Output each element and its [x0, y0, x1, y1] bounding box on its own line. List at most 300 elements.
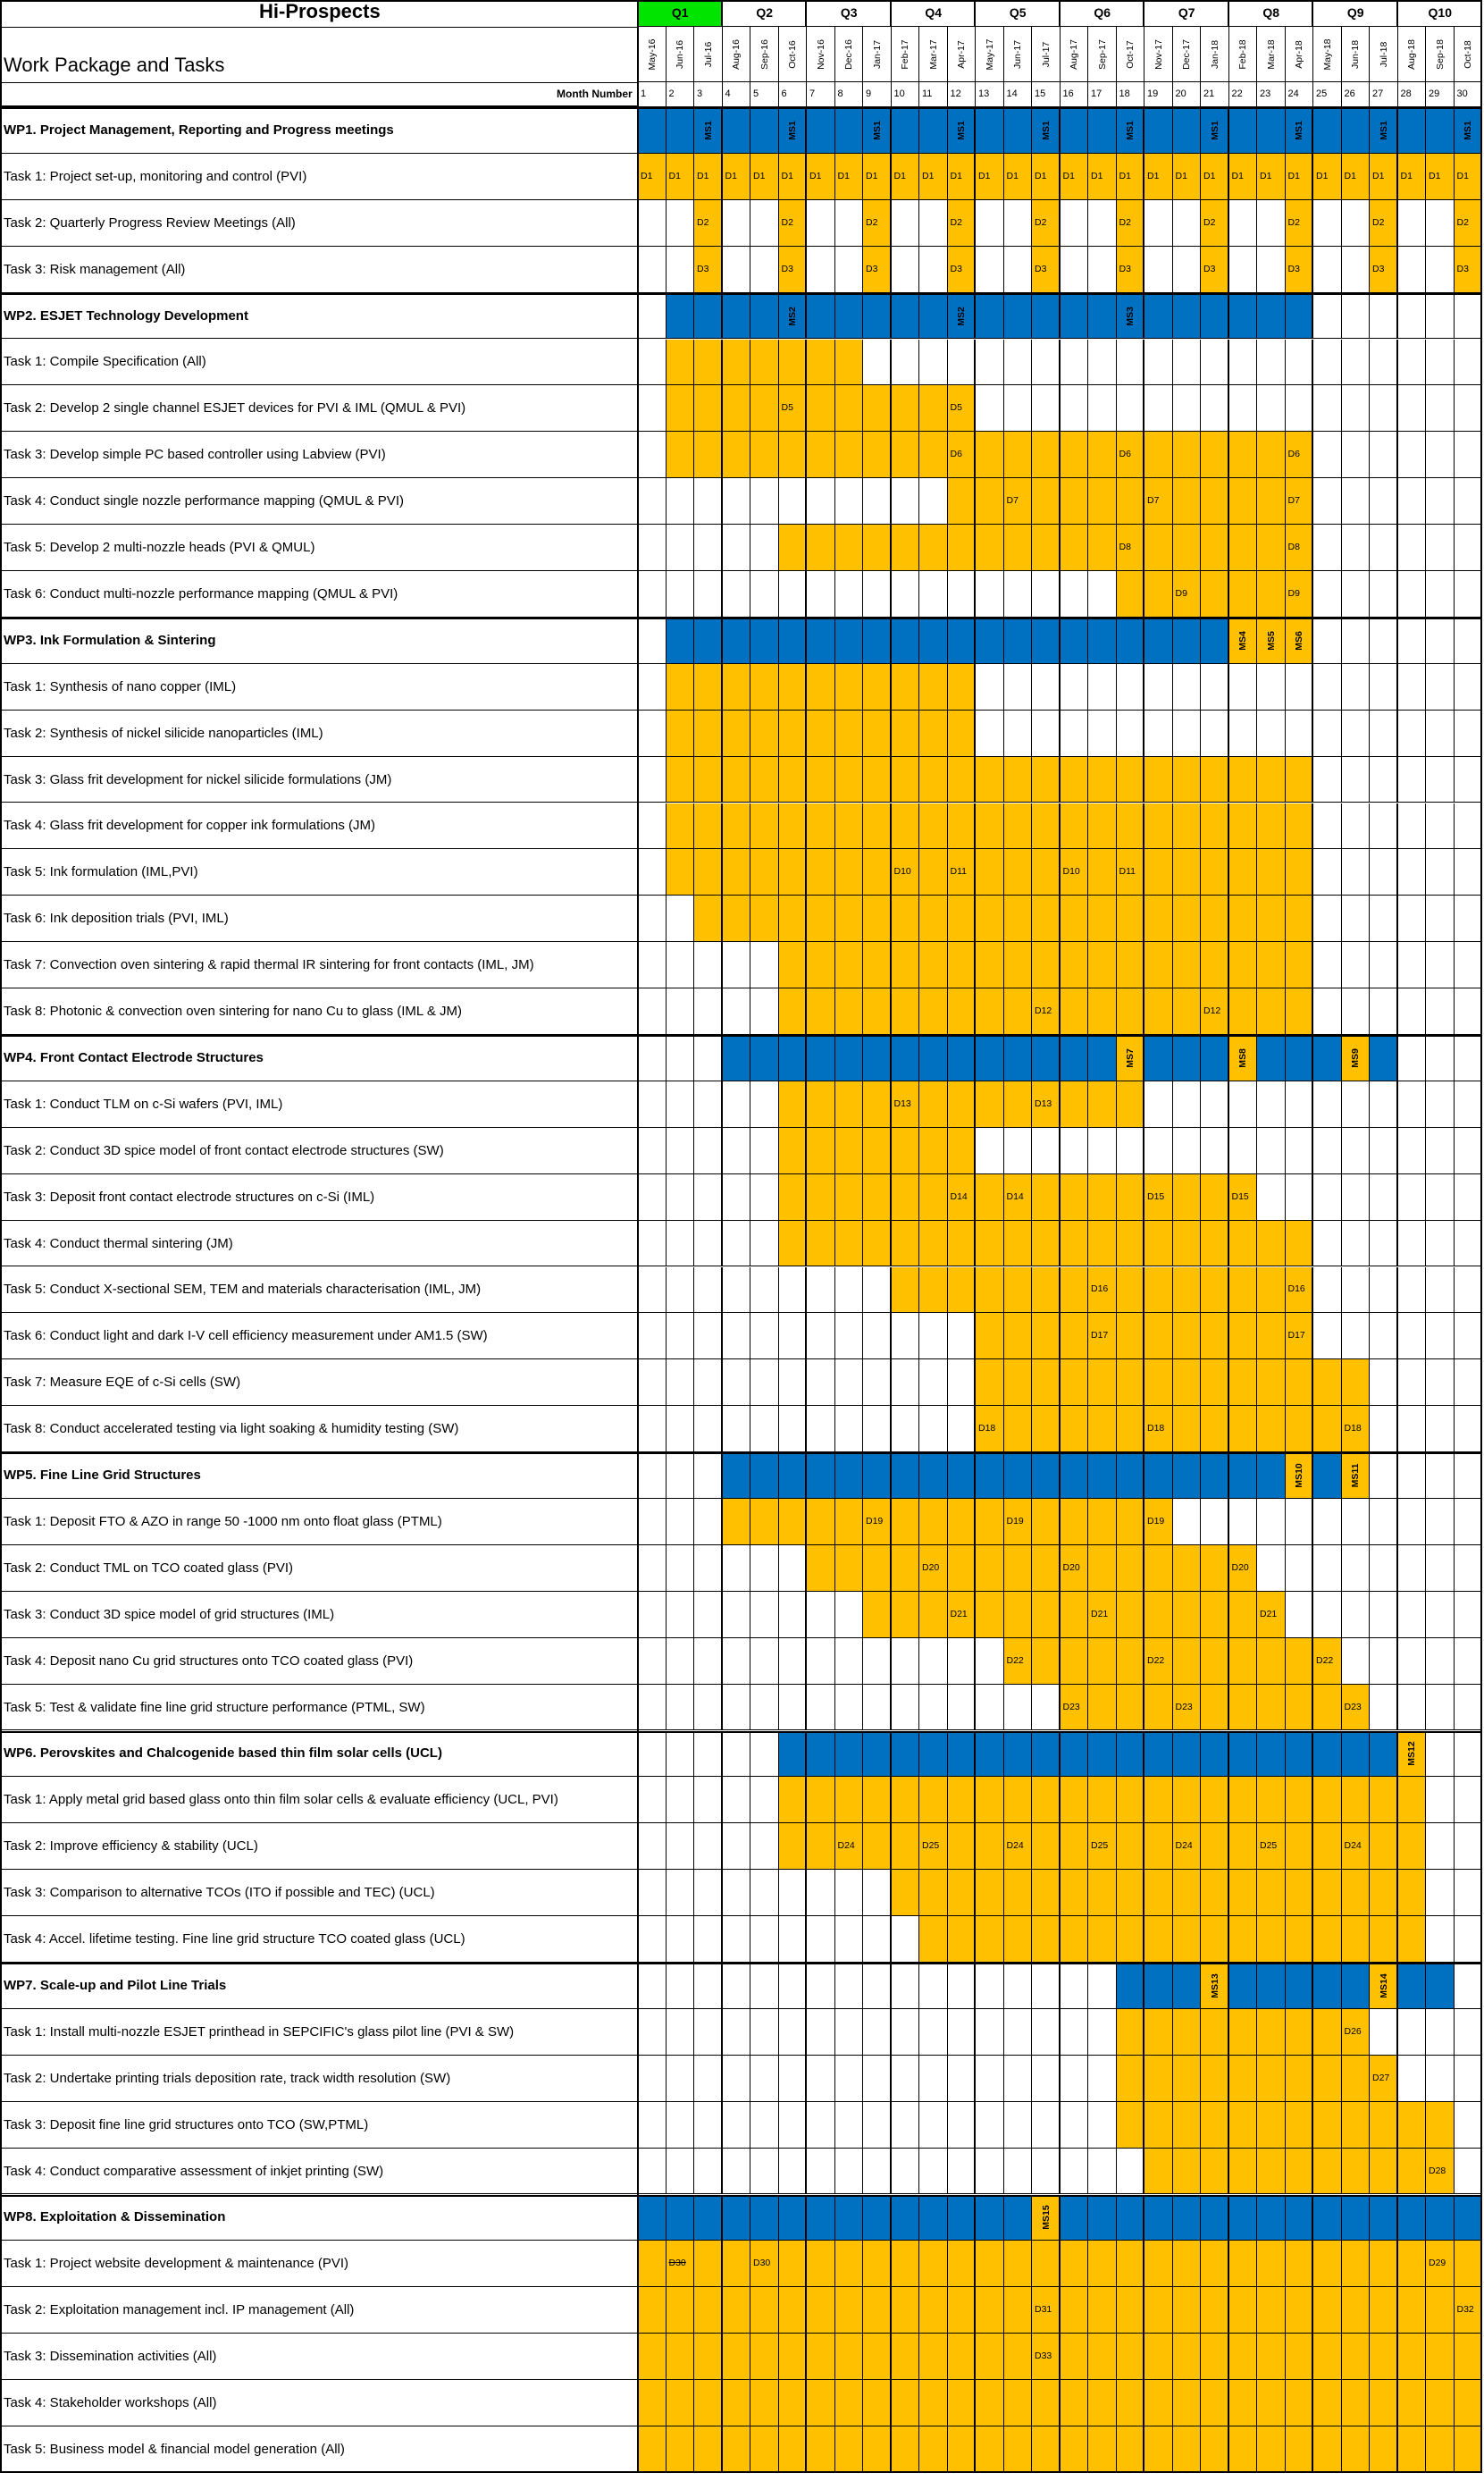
workpackage-month-cell — [1088, 1035, 1117, 1081]
deliverable-marker: D26 — [1344, 2025, 1362, 2037]
task-month-cell — [1004, 2102, 1033, 2149]
task-month-cell — [1201, 1313, 1229, 1359]
task-month-cell — [1032, 340, 1061, 386]
milestone-marker: MS1 — [787, 121, 799, 140]
milestone-marker: MS4 — [1237, 631, 1249, 651]
task-month-cell — [1144, 247, 1173, 293]
task-month-cell — [694, 1313, 723, 1359]
task-month-cell — [892, 1916, 920, 1963]
task-label: Task 1: Install multi-nozzle ESJET printhead in SEPCIFIC's glass pilot line (PVI & SW) — [4, 2023, 515, 2039]
task-month-cell — [1117, 1267, 1145, 1314]
task-month-cell — [1117, 478, 1145, 525]
task-month-cell — [1342, 1916, 1371, 1963]
task-month-cell — [723, 1221, 751, 1267]
task-month-cell — [1398, 1174, 1427, 1221]
milestone-marker: MS1 — [1125, 121, 1136, 140]
month-label: Oct-18 — [1463, 40, 1474, 69]
milestone-marker: MS3 — [1125, 306, 1136, 326]
workpackage-month-cell — [835, 2195, 864, 2241]
task-month-cell — [1004, 2149, 1033, 2195]
task-month-cell — [1370, 1174, 1398, 1221]
task-month-cell — [667, 757, 695, 803]
task-month-cell — [1455, 757, 1483, 803]
task-month-cell — [667, 1592, 695, 1638]
task-month-cell — [1370, 1592, 1398, 1638]
milestone-marker: MS1 — [956, 121, 968, 140]
task-month-cell — [1117, 711, 1145, 757]
task-month-cell — [694, 711, 723, 757]
task-month-cell — [1061, 2102, 1089, 2149]
task-month-cell — [1004, 1592, 1033, 1638]
task-month-cell — [1342, 385, 1371, 432]
deliverable-marker: D1 — [893, 170, 906, 181]
task-label: Task 4: Stakeholder workshops (All) — [4, 2395, 217, 2411]
deliverable-marker: D8 — [1119, 542, 1131, 553]
task-month-cell — [1370, 2009, 1398, 2056]
task-month-cell — [1257, 1777, 1286, 1823]
task-month-cell — [1144, 1267, 1173, 1314]
task-month-cell — [1201, 1499, 1229, 1545]
workpackage-month-cell — [1342, 107, 1371, 154]
task-month-cell — [638, 1128, 667, 1174]
task-month-cell — [1257, 2149, 1286, 2195]
task-month-cell — [750, 1406, 779, 1452]
task-month-cell — [1144, 988, 1173, 1035]
workpackage-month-cell — [694, 1035, 723, 1081]
workpackage-month-cell — [1455, 2195, 1483, 2241]
task-month-cell — [638, 1823, 667, 1870]
task-month-cell — [1257, 1267, 1286, 1314]
task-month-cell — [1342, 2056, 1371, 2102]
task-month-cell — [1426, 1313, 1455, 1359]
task-month-cell — [1088, 571, 1117, 618]
task-month-cell — [1455, 803, 1483, 850]
task-month-cell — [1426, 340, 1455, 386]
task-month-cell — [863, 2149, 892, 2195]
task-month-cell — [919, 247, 948, 293]
task-label: Task 1: Deposit FTO & AZO in range 50 -1000 nm onto float glass (PTML) — [4, 1513, 442, 1529]
task-month-cell — [723, 2334, 751, 2380]
task-month-cell — [863, 1823, 892, 1870]
task-month-cell — [1061, 1870, 1089, 1916]
task-label: Task 5: Test & validate fine line grid structure performance (PTML, SW) — [4, 1699, 425, 1715]
task-month-cell — [750, 1916, 779, 1963]
workpackage-month-cell — [1144, 293, 1173, 340]
task-month-cell — [948, 2287, 977, 2334]
task-month-cell — [1398, 525, 1427, 571]
deliverable-marker: D3 — [697, 263, 709, 274]
task-month-cell — [807, 2287, 835, 2334]
task-month-cell — [1229, 1685, 1258, 1731]
task-month-cell — [1313, 200, 1342, 247]
task-label: Task 3: Glass frit development for nickel silicide formulations (JM) — [4, 771, 392, 787]
workpackage-month-cell — [1398, 2195, 1427, 2241]
task-month-cell — [723, 2056, 751, 2102]
task-label: Task 3: Risk management (All) — [4, 261, 186, 277]
task-month-cell — [1370, 1638, 1398, 1685]
deliverable-marker: D1 — [1091, 170, 1103, 181]
task-month-cell — [1088, 385, 1117, 432]
task-month-cell — [892, 1313, 920, 1359]
month-number: 24 — [1287, 88, 1299, 99]
task-month-cell — [1088, 340, 1117, 386]
deliverable-marker: D10 — [1062, 866, 1080, 878]
milestone-marker: MS1 — [1040, 121, 1052, 140]
task-label: Task 8: Conduct accelerated testing via light soaking & humidity testing (SW) — [4, 1421, 459, 1437]
deliverable-marker: D21 — [1260, 1608, 1278, 1619]
task-month-cell — [1342, 1592, 1371, 1638]
workpackage-month-cell — [976, 1731, 1004, 1778]
task-month-cell — [1313, 1499, 1342, 1545]
task-month-cell — [1201, 1870, 1229, 1916]
task-month-cell — [1398, 849, 1427, 896]
task-month-cell — [1257, 1685, 1286, 1731]
task-month-cell — [1398, 1267, 1427, 1314]
deliverable-marker: D12 — [1203, 1005, 1221, 1017]
task-label: Task 2: Improve efficiency & stability (UCL) — [4, 1838, 258, 1854]
task-month-cell — [1313, 711, 1342, 757]
task-month-cell — [892, 1777, 920, 1823]
task-month-cell — [1370, 2102, 1398, 2149]
task-month-cell — [948, 1267, 977, 1314]
task-month-cell — [1455, 1823, 1483, 1870]
workpackage-month-cell — [1313, 1035, 1342, 1081]
task-month-cell — [1426, 896, 1455, 942]
task-month-cell — [667, 1545, 695, 1592]
task-month-cell — [892, 1823, 920, 1870]
task-month-cell — [835, 247, 864, 293]
task-month-cell — [919, 2380, 948, 2426]
task-month-cell — [919, 1870, 948, 1916]
task-month-cell — [1229, 2426, 1258, 2473]
deliverable-marker: D1 — [753, 170, 766, 181]
task-month-cell — [892, 2287, 920, 2334]
task-month-cell — [863, 1638, 892, 1685]
deliverable-marker: D2 — [1119, 216, 1131, 228]
deliverable-marker: D3 — [781, 263, 793, 274]
workpackage-month-cell — [863, 618, 892, 664]
task-month-cell — [1398, 2287, 1427, 2334]
task-month-cell — [750, 2287, 779, 2334]
task-month-cell — [1229, 2380, 1258, 2426]
task-month-cell — [1229, 2149, 1258, 2195]
deliverable-marker: D3 — [1119, 263, 1131, 274]
task-month-cell — [750, 478, 779, 525]
month-label: Dec-17 — [1181, 39, 1193, 70]
workpackage-month-cell — [723, 1731, 751, 1778]
workpackage-month-cell — [750, 293, 779, 340]
task-month-cell — [1117, 1685, 1145, 1731]
task-month-cell — [1061, 340, 1089, 386]
task-month-cell — [976, 2287, 1004, 2334]
workpackage-month-cell — [835, 107, 864, 154]
month-number: 13 — [978, 88, 990, 99]
workpackage-month-cell — [835, 293, 864, 340]
workpackage-month-cell — [1426, 107, 1455, 154]
task-month-cell — [1398, 1685, 1427, 1731]
deliverable-marker: D1 — [1372, 170, 1385, 181]
task-month-cell — [1201, 1638, 1229, 1685]
task-month-cell — [863, 1592, 892, 1638]
task-month-cell — [1061, 2149, 1089, 2195]
task-month-cell — [1455, 2009, 1483, 2056]
task-month-cell — [1455, 896, 1483, 942]
workpackage-month-cell — [1144, 618, 1173, 664]
month-label: Feb-18 — [1237, 39, 1249, 70]
task-month-cell — [1229, 757, 1258, 803]
task-month-cell — [779, 525, 808, 571]
quarter-label: Q1 — [671, 5, 689, 20]
task-month-cell — [1173, 1313, 1202, 1359]
task-month-cell — [667, 942, 695, 988]
task-month-cell — [1398, 1638, 1427, 1685]
task-month-cell — [750, 1638, 779, 1685]
deliverable-marker: D8 — [1287, 542, 1300, 553]
milestone-marker: MS5 — [1265, 631, 1277, 651]
task-month-cell — [1144, 1916, 1173, 1963]
deliverable-marker: D1 — [1260, 170, 1272, 181]
task-month-cell — [807, 1081, 835, 1128]
task-month-cell — [948, 896, 977, 942]
task-month-cell — [1426, 385, 1455, 432]
task-month-cell — [723, 1870, 751, 1916]
month-number: 16 — [1062, 88, 1074, 99]
task-month-cell — [807, 1823, 835, 1870]
workpackage-month-cell — [723, 1452, 751, 1499]
deliverable-marker: D19 — [1147, 1515, 1165, 1526]
task-month-cell — [892, 942, 920, 988]
task-month-cell — [976, 571, 1004, 618]
task-month-cell — [1342, 1221, 1371, 1267]
task-month-cell — [1257, 757, 1286, 803]
task-month-cell — [750, 1221, 779, 1267]
task-month-cell — [779, 1823, 808, 1870]
task-month-cell — [1032, 2149, 1061, 2195]
workpackage-month-cell — [892, 1731, 920, 1778]
task-month-cell — [1032, 2380, 1061, 2426]
workpackage-month-cell — [1173, 1731, 1202, 1778]
workpackage-month-cell — [1117, 1731, 1145, 1778]
task-month-cell — [976, 2102, 1004, 2149]
month-number: 14 — [1006, 88, 1018, 99]
task-month-cell — [694, 2380, 723, 2426]
task-month-cell — [1032, 1406, 1061, 1452]
task-month-cell — [976, 1777, 1004, 1823]
deliverable-marker: D1 — [1203, 170, 1216, 181]
month-label: Jul-17 — [1040, 41, 1052, 68]
task-month-cell — [1173, 1870, 1202, 1916]
task-month-cell — [1313, 896, 1342, 942]
task-month-cell — [1229, 1916, 1258, 1963]
task-month-cell — [1201, 385, 1229, 432]
task-month-cell — [694, 2149, 723, 2195]
task-month-cell — [976, 2380, 1004, 2426]
task-month-cell — [694, 2009, 723, 2056]
deliverable-marker: D1 — [809, 170, 822, 181]
task-month-cell — [1173, 1777, 1202, 1823]
task-month-cell — [1201, 2287, 1229, 2334]
task-month-cell — [638, 2241, 667, 2287]
task-month-cell — [1313, 525, 1342, 571]
workpackage-month-cell — [1004, 1963, 1033, 2009]
task-month-cell — [1004, 664, 1033, 711]
deliverable-marker: D15 — [1147, 1190, 1165, 1202]
workpackage-month-cell — [1201, 1452, 1229, 1499]
task-month-cell — [1286, 988, 1314, 1035]
task-month-cell — [1342, 849, 1371, 896]
task-month-cell — [638, 1870, 667, 1916]
task-month-cell — [779, 1267, 808, 1314]
workpackage-month-cell — [1144, 1452, 1173, 1499]
task-month-cell — [1144, 2334, 1173, 2380]
task-month-cell — [1004, 711, 1033, 757]
task-month-cell — [835, 1267, 864, 1314]
workpackage-month-cell — [1426, 293, 1455, 340]
deliverable-marker: D19 — [1006, 1515, 1024, 1526]
workpackage-month-cell — [919, 293, 948, 340]
task-month-cell — [1088, 1174, 1117, 1221]
task-month-cell — [1144, 1128, 1173, 1174]
task-month-cell — [779, 571, 808, 618]
deliverable-marker: D22 — [1316, 1654, 1334, 1666]
task-month-cell — [1201, 1685, 1229, 1731]
task-label: Task 3: Dissemination activities (All) — [4, 2349, 217, 2365]
workpackage-month-cell — [1313, 293, 1342, 340]
task-month-cell — [1370, 664, 1398, 711]
deliverable-marker: D2 — [1372, 216, 1385, 228]
deliverable-marker: D9 — [1175, 587, 1187, 599]
task-month-cell — [1286, 2149, 1314, 2195]
task-month-cell — [1004, 1267, 1033, 1314]
task-month-cell — [1257, 2009, 1286, 2056]
workpackage-month-cell — [1061, 618, 1089, 664]
task-month-cell — [892, 757, 920, 803]
task-month-cell — [863, 1916, 892, 1963]
task-month-cell — [1370, 1685, 1398, 1731]
task-month-cell — [638, 2102, 667, 2149]
task-month-cell — [667, 803, 695, 850]
task-month-cell — [807, 1313, 835, 1359]
month-number: 29 — [1429, 88, 1440, 99]
task-month-cell — [976, 2334, 1004, 2380]
task-month-cell — [1004, 2056, 1033, 2102]
task-month-cell — [1229, 1359, 1258, 1406]
task-month-cell — [638, 2334, 667, 2380]
task-month-cell — [1286, 2334, 1314, 2380]
deliverable-marker: D11 — [950, 866, 967, 878]
task-month-cell — [723, 1777, 751, 1823]
deliverable-marker: D25 — [1091, 1840, 1109, 1852]
task-label: Task 6: Ink deposition trials (PVI, IML) — [4, 911, 229, 927]
task-month-cell — [1370, 2334, 1398, 2380]
task-month-cell — [892, 1406, 920, 1452]
task-month-cell — [723, 1638, 751, 1685]
task-month-cell — [892, 2149, 920, 2195]
deliverable-marker: D2 — [1203, 216, 1216, 228]
task-month-cell — [750, 1823, 779, 1870]
task-month-cell — [976, 1545, 1004, 1592]
task-month-cell — [1398, 1823, 1427, 1870]
task-month-cell — [667, 247, 695, 293]
workpackage-month-cell — [976, 107, 1004, 154]
task-month-cell — [1398, 1592, 1427, 1638]
task-month-cell — [694, 1359, 723, 1406]
workpackage-month-cell — [1426, 1963, 1455, 2009]
deliverable-marker: D11 — [1119, 866, 1136, 878]
task-month-cell — [948, 1359, 977, 1406]
deliverable-marker: D24 — [1006, 1840, 1024, 1852]
task-month-cell — [1426, 2056, 1455, 2102]
deliverable-marker: D1 — [922, 170, 935, 181]
task-month-cell — [779, 942, 808, 988]
task-month-cell — [1088, 1221, 1117, 1267]
task-month-cell — [976, 525, 1004, 571]
deliverable-marker: D7 — [1287, 495, 1300, 507]
deliverable-marker: D17 — [1287, 1330, 1305, 1341]
task-month-cell — [1286, 1823, 1314, 1870]
task-month-cell — [723, 571, 751, 618]
workpackage-month-cell — [1229, 293, 1258, 340]
task-month-cell — [1229, 1128, 1258, 1174]
task-month-cell — [694, 1174, 723, 1221]
deliverable-marker: D2 — [1456, 216, 1469, 228]
task-month-cell — [1061, 1638, 1089, 1685]
task-month-cell — [1426, 1685, 1455, 1731]
task-month-cell — [1455, 849, 1483, 896]
task-label: Task 5: Business model & financial model generation (All) — [4, 2441, 345, 2457]
task-month-cell — [807, 247, 835, 293]
task-month-cell — [1286, 1499, 1314, 1545]
task-label: Task 5: Develop 2 multi-nozzle heads (PVI & QMUL) — [4, 540, 315, 556]
task-month-cell — [1370, 571, 1398, 618]
task-month-cell — [863, 1685, 892, 1731]
task-month-cell — [1342, 1081, 1371, 1128]
task-month-cell — [1088, 1870, 1117, 1916]
task-month-cell — [835, 385, 864, 432]
milestone-marker: MS6 — [1294, 631, 1305, 651]
task-label: Task 1: Conduct TLM on c-Si wafers (PVI, IML) — [4, 1096, 283, 1112]
task-month-cell — [892, 1638, 920, 1685]
workpackage-month-cell — [892, 107, 920, 154]
task-month-cell — [807, 664, 835, 711]
task-month-cell — [948, 571, 977, 618]
deliverable-marker: D1 — [1400, 170, 1413, 181]
task-month-cell — [779, 2380, 808, 2426]
task-month-cell — [976, 340, 1004, 386]
task-month-cell — [863, 385, 892, 432]
workpackage-month-cell — [976, 1452, 1004, 1499]
workpackage-month-cell — [1144, 1963, 1173, 2009]
task-month-cell — [1173, 2102, 1202, 2149]
task-month-cell — [667, 1685, 695, 1731]
workpackage-month-cell — [1455, 1452, 1483, 1499]
task-month-cell — [892, 2102, 920, 2149]
task-month-cell — [1257, 432, 1286, 478]
workpackage-month-cell — [1342, 1963, 1371, 2009]
task-month-cell — [694, 2056, 723, 2102]
task-month-cell — [1004, 1221, 1033, 1267]
deliverable-marker: D24 — [1344, 1840, 1362, 1852]
task-month-cell — [835, 1916, 864, 1963]
task-month-cell — [807, 2426, 835, 2473]
task-month-cell — [1455, 988, 1483, 1035]
task-month-cell — [863, 849, 892, 896]
task-month-cell — [1342, 200, 1371, 247]
task-month-cell — [1061, 2287, 1089, 2334]
task-month-cell — [1426, 1777, 1455, 1823]
deliverable-marker: D1 — [837, 170, 850, 181]
deliverable-marker: D1 — [1316, 170, 1329, 181]
